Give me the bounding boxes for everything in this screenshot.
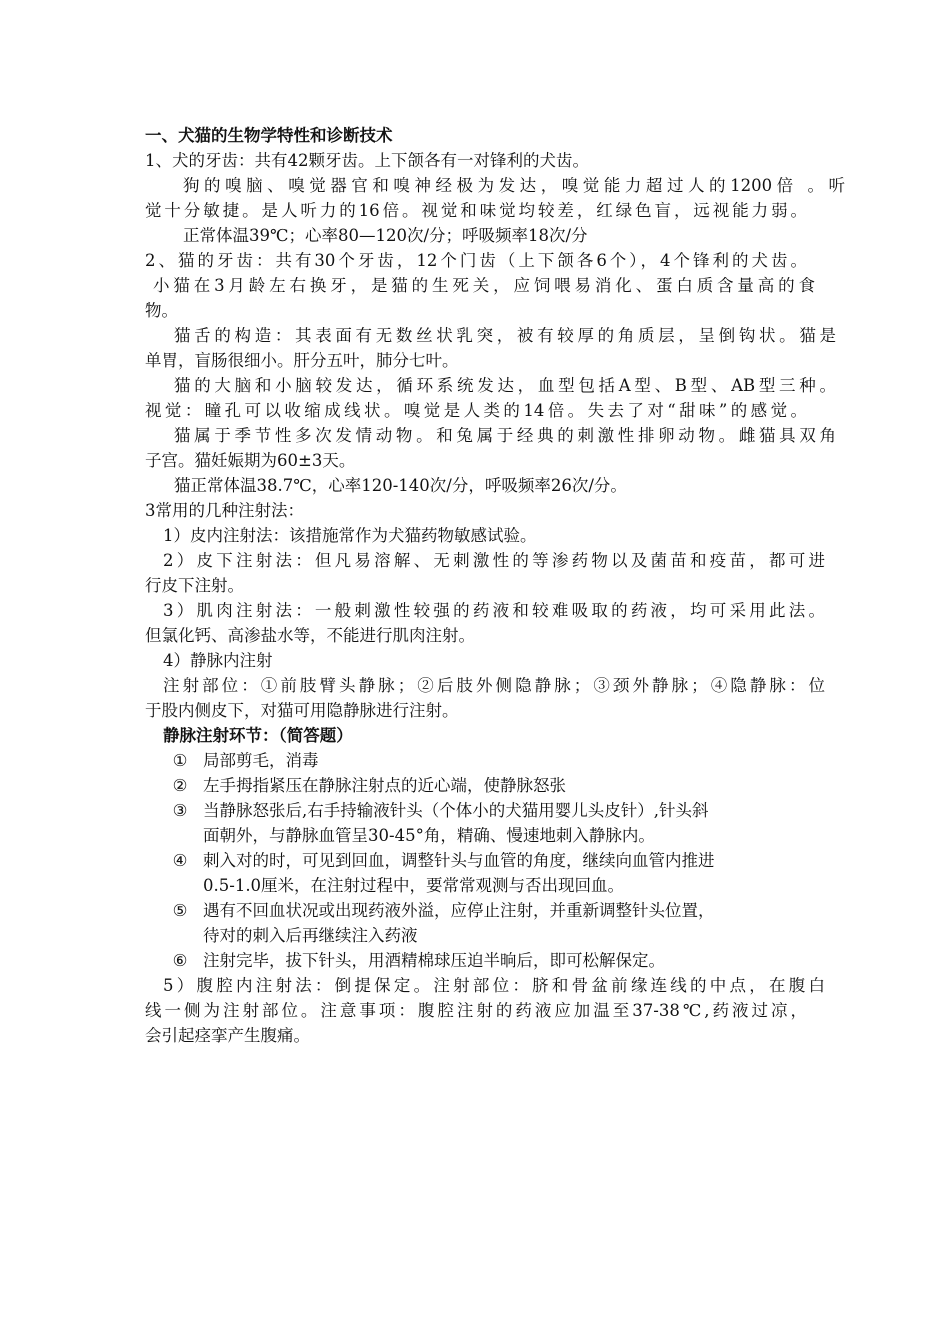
- paragraph-line: 4）静脉内注射: [163, 651, 273, 670]
- step-text: 左手拇指紧压在静脉注射点的近心端，使静脉怒张: [203, 776, 566, 795]
- step-item: [165, 749, 319, 773]
- paragraph-line: 猫的大脑和小脑较发达，循环系统发达，血型包括A型、B型、AB型三种。: [174, 376, 836, 395]
- step-text: 遇有不回血状况或出现药液外溢，应停止注射，并重新调整针头位置，: [203, 901, 715, 920]
- paragraph-line: 猫属于季节性多次发情动物。和兔属于经典的刺激性排卵动物。雌猫具双角: [174, 426, 836, 445]
- step-marker: ③: [172, 801, 188, 820]
- paragraph-line: 子宫。猫妊娠期为60±3天。: [145, 451, 356, 470]
- step-item: [165, 799, 709, 823]
- step-heading: 静脉注射环节：（简答题）: [163, 726, 353, 745]
- step-marker: ⑥: [172, 951, 188, 970]
- paragraph-line: 狗的嗅脑、嗅觉器官和嗅神经极为发达，嗅觉能力超过人的1200倍 。听: [183, 176, 845, 195]
- subheading-line: 3常用的几种注射法：: [145, 501, 304, 520]
- paragraph-line: 注射部位：①前肢臂头静脉；②后肢外侧隐静脉；③颈外静脉；④隐静脉：位: [163, 676, 825, 695]
- step-text: 局部剪毛，消毒: [203, 751, 319, 770]
- step-marker: ⑤: [172, 901, 188, 920]
- paragraph-line: 线一侧为注射部位。注意事项：腹腔注射的药液应加温至37-38℃,药液过凉，: [145, 1001, 807, 1020]
- step-item: [165, 774, 566, 798]
- step-marker: ④: [172, 851, 188, 870]
- step-item: [165, 949, 665, 973]
- step-text: 当静脉怒张后,右手持输液针头（个体小的犬猫用婴儿头皮针）,针头斜: [203, 801, 709, 820]
- paragraph-line: 但氯化钙、高渗盐水等，不能进行肌肉注射。: [145, 626, 475, 645]
- section-heading: 一、犬猫的生物学特性和诊断技术: [145, 126, 393, 145]
- step-marker: ②: [172, 776, 188, 795]
- step-text-continued: 0.5-1.0厘米，在注射过程中，要常常观测与否出现回血。: [203, 876, 625, 895]
- paragraph-line: 行皮下注射。: [145, 576, 244, 595]
- paragraph-line: 会引起痉挛产生腹痛。: [145, 1026, 310, 1045]
- paragraph-line: 正常体温39℃；心率80—120次/分；呼吸频率18次/分: [183, 226, 588, 245]
- paragraph-line: 猫正常体温38.7℃，心率120-140次/分，呼吸频率26次/分。: [174, 476, 627, 495]
- step-item: [165, 849, 715, 873]
- paragraph-line: 2）皮下注射法：但凡易溶解、无刺激性的等渗药物以及菌苗和疫苗，都可进: [163, 551, 825, 570]
- paragraph-line: 单胃，盲肠很细小。肝分五叶，肺分七叶。: [145, 351, 459, 370]
- paragraph-line: 1）皮内注射法：该措施常作为犬猫药物敏感试验。: [163, 526, 537, 545]
- step-text-continued: 面朝外，与静脉血管呈30-45°角，精确、慢速地刺入静脉内。: [203, 826, 655, 845]
- paragraph-line: 于股内侧皮下，对猫可用隐静脉进行注射。: [145, 701, 459, 720]
- step-marker: ①: [172, 751, 188, 770]
- paragraph-line: 5）腹腔内注射法：倒提保定。注射部位：脐和骨盆前缘连线的中点，在腹白: [163, 976, 825, 995]
- paragraph-line: 3）肌肉注射法：一般刺激性较强的药液和较难吸取的药液，均可采用此法。: [163, 601, 825, 620]
- paragraph-line: 物。: [145, 301, 178, 320]
- step-text: 注射完毕，拔下针头，用酒精棉球压迫半晌后，即可松解保定。: [203, 951, 665, 970]
- paragraph-line: 视觉：瞳孔可以收缩成线状。嗅觉是人类的14倍。失去了对“甜味”的感觉。: [145, 401, 807, 420]
- paragraph-line: 小猫在3月龄左右换牙，是猫的生死关，应饲喂易消化、蛋白质含量高的食: [153, 276, 815, 295]
- paragraph-line: 觉十分敏捷。是人听力的16倍。视觉和味觉均较差，红绿色盲，远视能力弱。: [145, 201, 807, 220]
- step-text: 刺入对的时，可见到回血，调整针头与血管的角度，继续向血管内推进: [203, 851, 715, 870]
- step-text-continued: 待对的刺入后再继续注入药液: [203, 926, 418, 945]
- paragraph-line: 猫舌的构造：其表面有无数丝状乳突，被有较厚的角质层，呈倒钩状。猫是: [174, 326, 836, 345]
- paragraph-line: 2、猫的牙齿：共有30个牙齿，12个门齿（上下颌各6个），4个锋利的犬齿。: [145, 251, 807, 270]
- step-item: [165, 899, 715, 923]
- paragraph-line: 1、犬的牙齿：共有42颗牙齿。上下颌各有一对锋利的犬齿。: [145, 151, 589, 170]
